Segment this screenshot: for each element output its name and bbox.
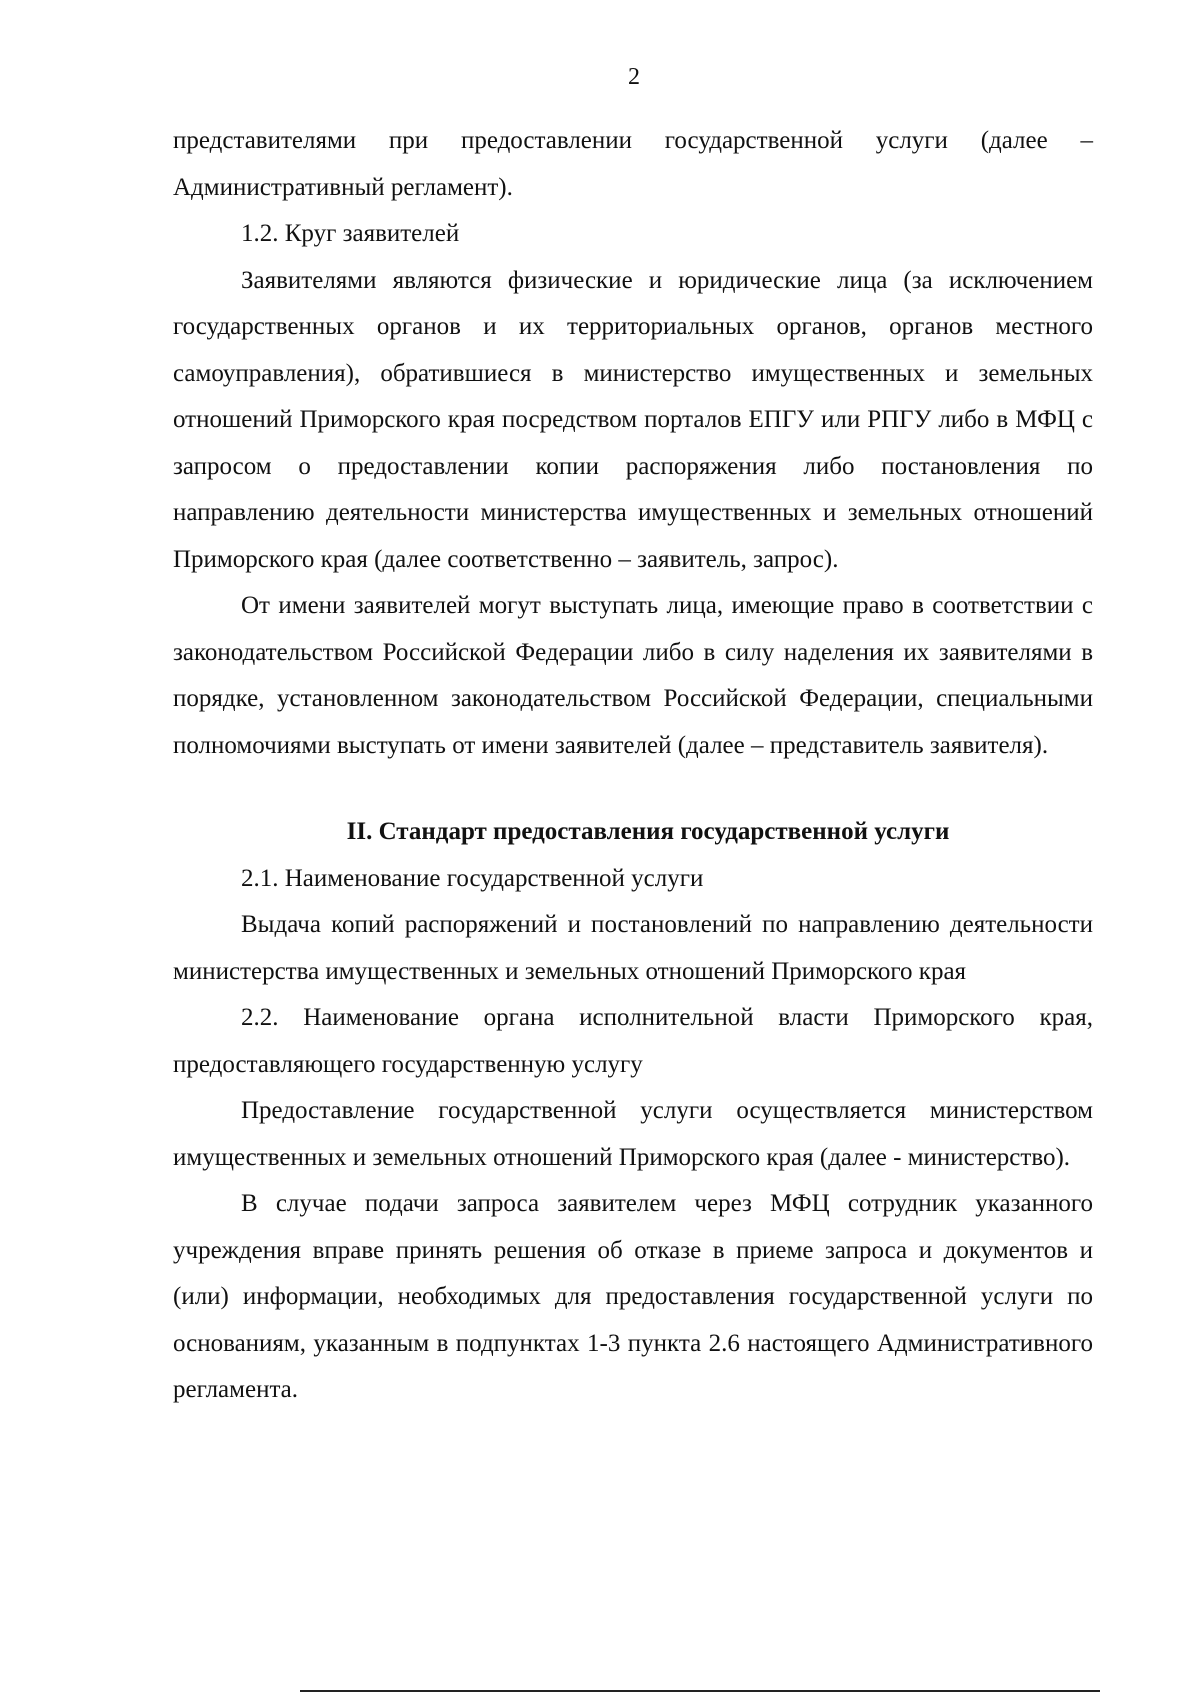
paragraph-mfc-refusal: В случае подачи запроса заявителем через МФЦ сотрудник указанного учреждения вправе принять решения об отказе в приеме запроса и документов и (или) информации, необходимых для предоставления государственной услуги по основаниям, указанным в подпунктах 1-3 пункта 2.6 настоящего Административного регламента. bbox=[173, 1190, 1093, 1403]
subsection-heading-2-1: 2.1. Наименование государственной услуги bbox=[241, 864, 704, 892]
subsection-heading-1-2: 1.2. Круг заявителей bbox=[241, 220, 460, 247]
paragraph-provider: Предоставление государственной услуги осуществляется министерством имущественных и земельных отношений Приморского края (далее - министерство). bbox=[173, 1097, 1093, 1171]
paragraph-service-name: Выдача копий распоряжений и постановлений по направлению деятельности министерства имущественных и земельных отношений Приморского края bbox=[173, 911, 1093, 985]
document-body bbox=[173, 118, 1093, 1414]
paragraph-continuation: представителями при предоставлении государственной услуги (далее – Административный регламент). bbox=[173, 127, 1093, 201]
paragraph-representatives: От имени заявителей могут выступать лица, имеющие право в соответствии с законодательством Российской Федерации либо в силу наделения их заявителями в порядке, установленном законодательством Российской Федерации, специальными полномочиями выступать от имени заявителей (далее – представитель заявителя). bbox=[173, 592, 1093, 759]
footer-divider bbox=[300, 1690, 1100, 1692]
page-number: 2 bbox=[628, 64, 640, 90]
section-title: II. Стандарт предоставления государственной услуги bbox=[346, 818, 950, 845]
paragraph-applicants: Заявителями являются физические и юридические лица (за исключением государственных органов и их территориальных органов, органов местного самоуправления), обратившиеся в министерство имущественных и земельных отношений Приморского края посредством порталов ЕПГУ или РПГУ либо в МФЦ с запросом о предоставлении копии распоряжения либо постановления по направлению деятельности министерства имущественных и земельных отношений Приморского края (далее соответственно – заявитель, запрос). bbox=[173, 266, 1093, 573]
subsection-heading-2-2: 2.2. Наименование органа исполнительной власти Приморского края, предоставляющего государственную услугу bbox=[173, 1004, 1093, 1078]
